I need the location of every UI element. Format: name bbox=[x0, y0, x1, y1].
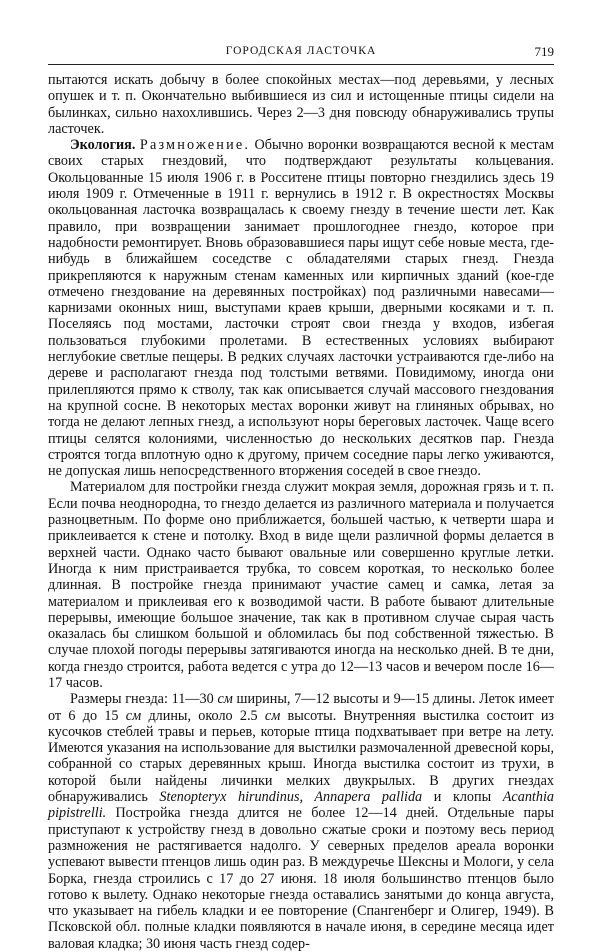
species-name-acanthia: Acanthia pipistrelli. bbox=[48, 789, 554, 822]
p4-part-d: высоты. Внутренняя выстилка состоит из кусочков стеблей травы и перьев, которые птица подхватывает при ветре на лету. Имеются указания на использование для выстилки размочаленной древесной коры, собранной со старых деревянных крыш. Иногда выстилка состоит из трухи, в которой были найдены личинки мелких двукрылых. В других гнездах обнаруживались bbox=[48, 707, 555, 806]
running-title: ГОРОДСКАЯ ЛАСТОЧКА bbox=[225, 45, 377, 57]
unit-cm: см bbox=[125, 707, 142, 724]
subsection-heading-reproduction: Размножение. bbox=[139, 137, 251, 154]
unit-cm: см bbox=[264, 707, 281, 724]
page-number: 719 bbox=[534, 44, 554, 59]
p4-part-e: и клопы bbox=[433, 789, 492, 806]
paragraph-2-text: Обычно воронки возвращаются весной к местам своих старых гнездовий, что подтверждают результаты кольцевания. Окольцованные 15 июля 1906 г. в Росситене птицы повторно гнездились здесь 19 июля 1909 г. Отмеченные в 1911 г. вернулись в 1912 г. В окрестностях Москвы окольцованная ласточка возвращалась к своему гнезду в течение шести лет. Как правило, при возвращении занимает прошлогоднее гнездо, которое при надобности ремонтирует. Вновь образовавшиеся пары ищут себе новые места, где-нибудь в ближайшем соседстве с обладателями старых гнезд. Гнезда прикрепляются к наружным стенам каменных или кирпичных зданий (кое-где отмечено гнездование на деревянных постройках) под различными навесами—карнизами оконных ниш, выступами краев крыши, дверными косяками и т. п. Поселяясь под мостами, ласточки строят свои гнезда у входов, избегая пользоваться глубокими пролетами. В естественных условиях выбирают неглубокие светлые пещеры. В редких случаях ласточки устраиваются где-либо на дереве и располагают гнезда под толстыми ветвями. Повидимому, иногда они прилепляются прямо к стволу, так как описывается случай массового гнездования на крупной сосне. В некоторых местах воронки живут на глиняных обрывах, но тогда не делают лепных гнезд, а используют норы береговых ласточек. Чаще всего птицы селятся колониями, численностью до нескольких десятков пар. Гнезда строятся тогда вплотную одно к другому, причем соседние пары легко уживаются, не допуская лишь непосредственного вторжения соседей в свое гнездо. bbox=[48, 137, 555, 480]
section-heading-ecology: Экология. bbox=[70, 137, 136, 154]
running-header bbox=[48, 44, 554, 65]
paragraph-2 bbox=[48, 137, 554, 479]
body-text bbox=[48, 72, 554, 952]
unit-cm: см bbox=[217, 691, 233, 708]
p4-part-b: ширины, 7—12 высоты и 9—15 длины. Леток имеет от 6 до 15 bbox=[48, 691, 555, 724]
paragraph-3: Материалом для постройки гнезда служит мокрая земля, дорожная грязь и т. п. Если почва неоднородна, то гнездо делается из различного материала и получается разноцветным. По форме оно приближается, большей частью, к четверти шара и приклеивается к стене и потолку. Вход в виде щели различной формы делается в верхней части. Однако часто бывают овальные или совершенно круглые летки. Иногда к ним пристраивается трубка, то совсем короткая, то несколько более длинная. В постройке гнезда принимают участие самец и самка, летая за материалом и приклеивая его к возводимой части. В работе бывают длительные перерывы, имеющие большое значение, так как в противном случае сырая часть оказалась бы слишком большой и обломилась бы под собственной тяжестью. В случае плохой погоды перерывы затягиваются иногда на несколько дней. В те дни, когда гнездо строится, работа ведется с утра до 12—13 часов и вечером после 16—17 часов. bbox=[48, 479, 554, 691]
p4-part-f: Постройка гнезда длится не более 12—14 дней. Отдельные пары приступают к устройству гнезд в довольно сжатые сроки и поэтому весь период размножения не растягивается надолго. У северных пределов ареала воронки успевают вывести птенцов лишь один раз. В междуречье Шексны и Мологи, у села Борка, гнезда строились с 17 до 27 июня. 18 июля большинство птенцов было готово к вылету. Однако некоторые гнезда оставались занятыми до конца августа, что указывает на гибель кладки и ее повторение (Спангенберг и Олигер, 1949). В Псковской обл. полные кладки появляются в начале июня, в середине месяца идет валовая кладка; 30 июня часть гнезд содер- bbox=[48, 805, 554, 952]
paragraph-4 bbox=[48, 691, 554, 952]
p4-part-a: Размеры гнезда: 11—30 bbox=[70, 691, 214, 708]
paragraph-1: пытаются искать добычу в более спокойных местах—под деревьями, у лесных опушек и т. п. Окончательно выбившиеся из сил и истощенные птицы сидели на былинках, сильно нахохлившись. Через 2—3 дня повсюду обнаруживались трупы ласточек. bbox=[48, 72, 554, 137]
species-names: Stenopteryx hirundinus, Annapera pallida bbox=[159, 789, 423, 806]
p4-part-c: длины, около 2.5 bbox=[148, 707, 258, 724]
